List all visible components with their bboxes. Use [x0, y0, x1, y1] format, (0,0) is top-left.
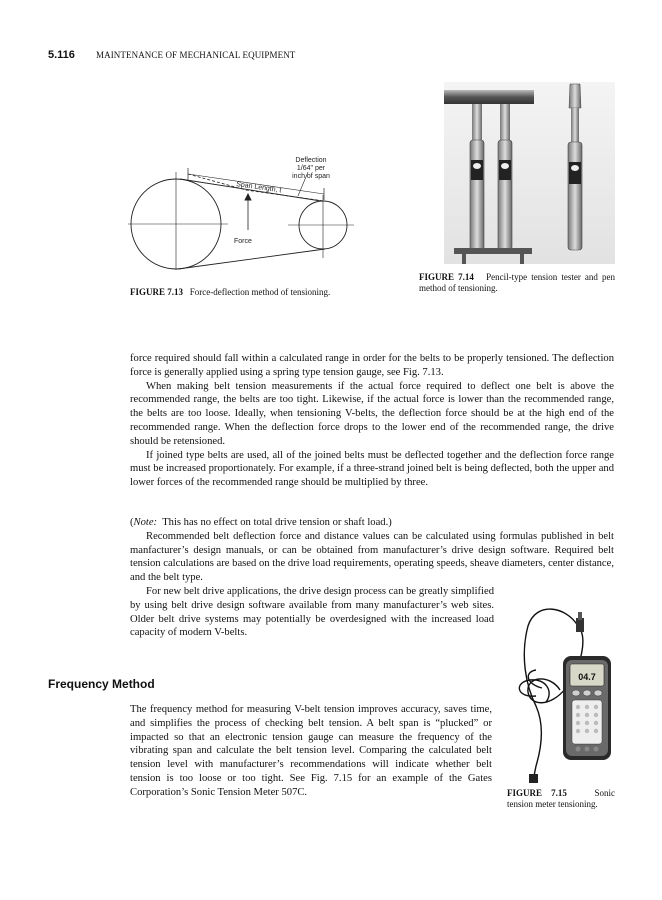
figure-7-14-caption: [419, 272, 615, 294]
force-label: Force: [234, 238, 252, 245]
body-paragraphs: [130, 352, 614, 490]
paragraph-4: Recommended belt deflection force and distance values can be calculated using formulas published in belt manfacturer’s design manuals, or can be obtained from manufacturer’s drive design software. Required belt tension calculations are based on the drive load requirements, operating speeds, sheave diameters, center distance, and the belt type.: [130, 530, 614, 584]
page-number: 5.116: [48, 49, 75, 61]
meter-display-reading: 04.7: [578, 672, 596, 682]
sonic-tension-meter-photo: [506, 596, 616, 784]
note-paragraph: (Note: This has no effect on total drive tension or shaft load.): [130, 517, 392, 528]
belt-bottom-span: [178, 249, 325, 269]
running-title: MAINTENANCE OF MECHANICAL EQUIPMENT: [96, 50, 296, 60]
figure-7-15-text: Sonic tension meter tensioning.: [507, 788, 615, 809]
span-length-label: Span Length, t: [235, 181, 282, 195]
figure-7-13-label: FIGURE 7.13: [130, 287, 184, 297]
figure-7-13-caption: [130, 287, 330, 298]
note-text: This has no effect on total drive tension or shaft load.): [162, 517, 392, 528]
paragraph-5: For new belt drive applications, the drive design process can be greatly simplified by using belt drive design software available from many manufacturer’s web sites. Older belt drive systems may potentially be overdesigned with the increased load capacity of modern V-belts.: [130, 586, 494, 639]
paragraph-5-block: [130, 585, 494, 640]
section-heading: Frequency Method: [48, 677, 155, 691]
frequency-paragraph: The frequency method for measuring V-belt tension improves accuracy, saves time, and simplifies the process of checking belt tension. A belt span is “plucked” or impacted so that an electronic tension gauge can measure the frequency of the vibrating span and calculate the belt tension level. Comparing the calculated belt tension level with manufacturer’s recommendations will indicate whether belt tension is too loose or too tight. See Fig. 7.15 for an example of the Gates Corporation’s Sonic Tension Meter 507C.: [130, 704, 492, 798]
note-label: Note:: [133, 517, 158, 528]
figure-7-15-caption: [507, 788, 615, 810]
deflection-label-3: inch of span: [292, 173, 330, 180]
paragraph-3: If joined type belts are used, all of the joined belts must be deflected together and the deflection force range must be increased proportionately. For example, if a three-strand joined belt is being deflected, both the upper and lower forces of the recommended range should be multiplied by three.: [130, 449, 614, 489]
force-deflection-diagram: [128, 150, 358, 270]
figure-7-15-label: FIGURE 7.15: [507, 788, 567, 798]
paragraph-1: force required should fall within a calculated range in order for the belts to be properly tensioned. The deflection force is generally applied using a spring type tension gauge, see Fig. 7.13.: [130, 353, 614, 378]
figure-7-14-label: FIGURE 7.14: [419, 272, 474, 282]
figure-7-13-text: Force-deflection method of tensioning.: [189, 287, 331, 297]
note-block: [130, 516, 614, 585]
paragraph-2: When making belt tension measurements if the actual force required to deflect one belt is above the recommended range, the belts are too tight. Likewise, if the actual force is lower than the recommended range, the belts are too loose. Ideally, when tensioning V-belts, the deflection force should be at the high end of the recommended range. When the deflection force drops to the lower end of the recommended range, the drive should be retensioned.: [130, 380, 614, 447]
frequency-method-text: [130, 703, 492, 800]
pencil-tension-tester-photo: [444, 82, 615, 264]
figure-7-14-text: Pencil-type tension tester and pen method of tensioning.: [419, 272, 616, 293]
deflection-label-2: 1/64" per: [296, 165, 326, 172]
deflection-label-1: Deflection: [295, 157, 327, 164]
